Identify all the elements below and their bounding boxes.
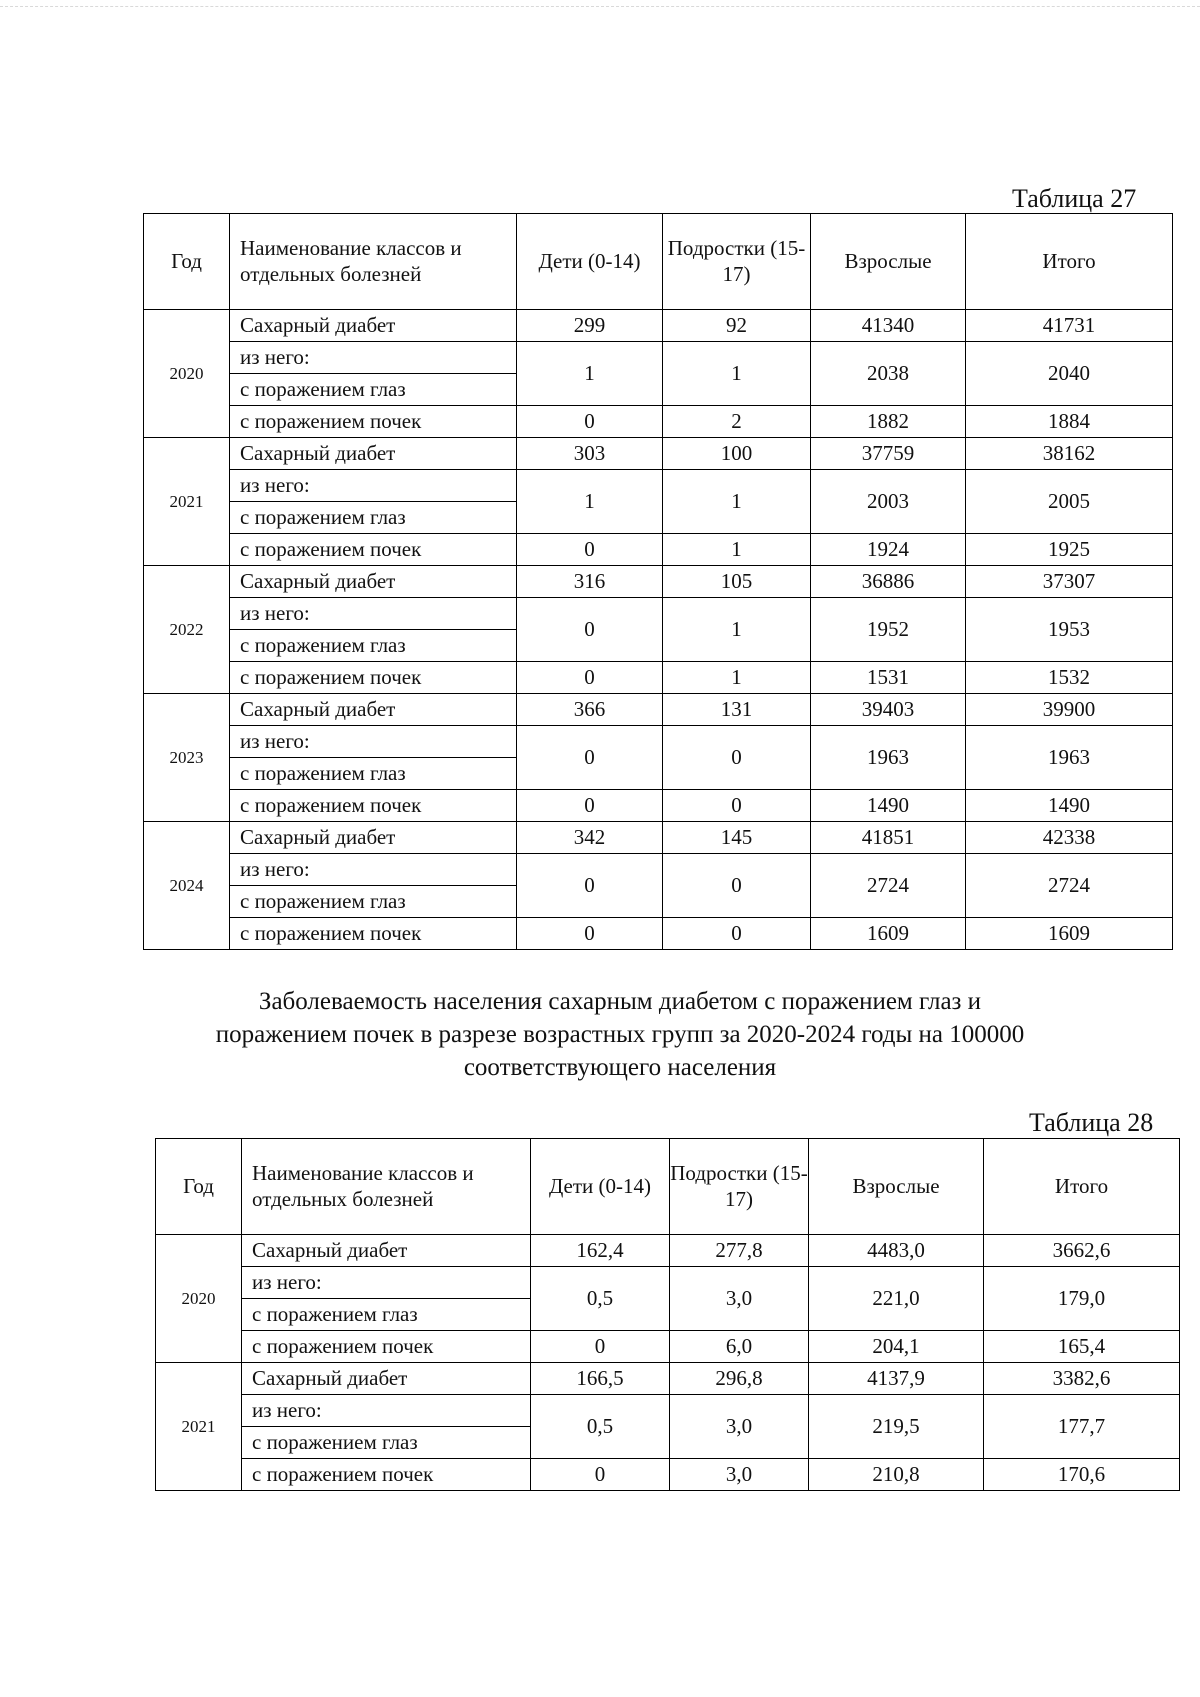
value-cell: 179,0: [984, 1267, 1180, 1331]
value-cell: 3,0: [670, 1459, 809, 1491]
table27-caption: Таблица 27: [1012, 184, 1137, 213]
value-cell: 0: [517, 598, 663, 662]
row-label-of-which: из него:: [242, 1267, 531, 1299]
table-row: [144, 662, 1173, 694]
table-row: [144, 470, 1173, 502]
value-cell: 2003: [811, 470, 966, 534]
year-cell: 2021: [156, 1363, 242, 1491]
value-cell: 0: [517, 854, 663, 918]
value-cell: 1925: [966, 534, 1173, 566]
row-label-kidneys: с поражением почек: [230, 662, 517, 694]
value-cell: 38162: [966, 438, 1173, 470]
row-label-eyes: с поражением глаз: [230, 630, 517, 662]
header-year: Год: [156, 1139, 242, 1235]
row-label-diabetes: Сахарный диабет: [230, 310, 517, 342]
value-cell: 0: [531, 1459, 670, 1491]
table-row: [144, 566, 1173, 598]
value-cell: 39900: [966, 694, 1173, 726]
table-row: [144, 918, 1173, 950]
table-row: [144, 790, 1173, 822]
header-children: Дети (0-14): [517, 214, 663, 310]
value-cell: 1: [517, 342, 663, 406]
table-row: [144, 310, 1173, 342]
value-cell: 131: [663, 694, 811, 726]
row-label-of-which: из него:: [230, 470, 517, 502]
header-adults: Взрослые: [809, 1139, 984, 1235]
value-cell: 1953: [966, 598, 1173, 662]
value-cell: 366: [517, 694, 663, 726]
value-cell: 37759: [811, 438, 966, 470]
value-cell: 0: [517, 790, 663, 822]
table-28: [155, 1138, 1180, 1491]
year-cell: 2024: [144, 822, 230, 950]
table-header-row: [144, 214, 1173, 310]
value-cell: 1963: [811, 726, 966, 790]
header-name: Наименование классов и отдельных болезней: [242, 1139, 531, 1235]
value-cell: 2724: [811, 854, 966, 918]
table-row: [156, 1235, 1180, 1267]
header-adults: Взрослые: [811, 214, 966, 310]
header-total: Итого: [966, 214, 1173, 310]
value-cell: 0: [517, 662, 663, 694]
value-cell: 162,4: [531, 1235, 670, 1267]
value-cell: 4483,0: [809, 1235, 984, 1267]
row-label-kidneys: с поражением почек: [230, 534, 517, 566]
row-label-of-which: из него:: [230, 726, 517, 758]
value-cell: 2040: [966, 342, 1173, 406]
year-cell: 2021: [144, 438, 230, 566]
row-label-diabetes: Сахарный диабет: [242, 1235, 531, 1267]
table-row: [156, 1395, 1180, 1427]
value-cell: 277,8: [670, 1235, 809, 1267]
value-cell: 1952: [811, 598, 966, 662]
value-cell: 0: [517, 726, 663, 790]
value-cell: 0: [663, 854, 811, 918]
value-cell: 296,8: [670, 1363, 809, 1395]
value-cell: 1490: [966, 790, 1173, 822]
value-cell: 221,0: [809, 1267, 984, 1331]
value-cell: 2005: [966, 470, 1173, 534]
value-cell: 1882: [811, 406, 966, 438]
value-cell: 4137,9: [809, 1363, 984, 1395]
value-cell: 3662,6: [984, 1235, 1180, 1267]
row-label-eyes: с поражением глаз: [242, 1299, 531, 1331]
row-label-eyes: с поражением глаз: [242, 1427, 531, 1459]
page-edge-line: [0, 6, 1200, 7]
value-cell: 342: [517, 822, 663, 854]
value-cell: 1: [663, 598, 811, 662]
row-label-of-which: из него:: [230, 342, 517, 374]
value-cell: 0: [663, 726, 811, 790]
value-cell: 3,0: [670, 1267, 809, 1331]
value-cell: 1884: [966, 406, 1173, 438]
row-label-eyes: с поражением глаз: [230, 502, 517, 534]
row-label-of-which: из него:: [242, 1395, 531, 1427]
table-row: [156, 1459, 1180, 1491]
value-cell: 2724: [966, 854, 1173, 918]
table-row: [144, 406, 1173, 438]
value-cell: 0: [517, 534, 663, 566]
value-cell: 0: [663, 790, 811, 822]
table-row: [144, 822, 1173, 854]
value-cell: 170,6: [984, 1459, 1180, 1491]
value-cell: 1490: [811, 790, 966, 822]
row-label-of-which: из него:: [230, 854, 517, 886]
value-cell: 36886: [811, 566, 966, 598]
value-cell: 41340: [811, 310, 966, 342]
value-cell: 1: [663, 534, 811, 566]
table-row: [144, 854, 1173, 886]
table-row: [156, 1267, 1180, 1299]
row-label-diabetes: Сахарный диабет: [230, 694, 517, 726]
value-cell: 145: [663, 822, 811, 854]
value-cell: 42338: [966, 822, 1173, 854]
value-cell: 0: [517, 406, 663, 438]
header-year: Год: [144, 214, 230, 310]
table28-caption: Таблица 28: [1029, 1108, 1154, 1137]
value-cell: 3382,6: [984, 1363, 1180, 1395]
table-row: [144, 534, 1173, 566]
header-name: Наименование классов и отдельных болезней: [230, 214, 517, 310]
table-row: [144, 726, 1173, 758]
section-title: Заболеваемость населения сахарным диабетом с поражением глаз и поражением почек в разрезе возрастных групп за 2020-2024 годы на 100000 соответствующего населения: [215, 988, 1025, 1081]
value-cell: 316: [517, 566, 663, 598]
table-header-row: [156, 1139, 1180, 1235]
value-cell: 37307: [966, 566, 1173, 598]
header-teens: Подростки (15-17): [663, 214, 811, 310]
row-label-diabetes: Сахарный диабет: [230, 566, 517, 598]
table-row: [144, 694, 1173, 726]
value-cell: 1609: [811, 918, 966, 950]
value-cell: 1: [663, 470, 811, 534]
value-cell: 177,7: [984, 1395, 1180, 1459]
value-cell: 1: [663, 662, 811, 694]
value-cell: 1963: [966, 726, 1173, 790]
value-cell: 41851: [811, 822, 966, 854]
year-cell: 2020: [156, 1235, 242, 1363]
row-label-kidneys: с поражением почек: [230, 790, 517, 822]
year-cell: 2020: [144, 310, 230, 438]
row-label-kidneys: с поражением почек: [230, 406, 517, 438]
row-label-diabetes: Сахарный диабет: [242, 1363, 531, 1395]
value-cell: 0,5: [531, 1395, 670, 1459]
table-row: [144, 342, 1173, 374]
row-label-kidneys: с поражением почек: [242, 1459, 531, 1491]
value-cell: 210,8: [809, 1459, 984, 1491]
year-cell: 2023: [144, 694, 230, 822]
value-cell: 1: [663, 342, 811, 406]
value-cell: 3,0: [670, 1395, 809, 1459]
row-label-diabetes: Сахарный диабет: [230, 822, 517, 854]
value-cell: 2038: [811, 342, 966, 406]
value-cell: 0: [531, 1331, 670, 1363]
value-cell: 105: [663, 566, 811, 598]
value-cell: 1924: [811, 534, 966, 566]
value-cell: 165,4: [984, 1331, 1180, 1363]
value-cell: 299: [517, 310, 663, 342]
value-cell: 0: [663, 918, 811, 950]
value-cell: 1: [517, 470, 663, 534]
value-cell: 1531: [811, 662, 966, 694]
row-label-of-which: из него:: [230, 598, 517, 630]
value-cell: 100: [663, 438, 811, 470]
row-label-diabetes: Сахарный диабет: [230, 438, 517, 470]
header-teens: Подростки (15-17): [670, 1139, 809, 1235]
header-children: Дети (0-14): [531, 1139, 670, 1235]
value-cell: 1609: [966, 918, 1173, 950]
value-cell: 2: [663, 406, 811, 438]
header-total: Итого: [984, 1139, 1180, 1235]
table-row: [156, 1331, 1180, 1363]
table-row: [156, 1363, 1180, 1395]
row-label-kidneys: с поражением почек: [230, 918, 517, 950]
value-cell: 41731: [966, 310, 1173, 342]
table-row: [144, 438, 1173, 470]
value-cell: 204,1: [809, 1331, 984, 1363]
table-27: [143, 213, 1173, 950]
value-cell: 6,0: [670, 1331, 809, 1363]
value-cell: 219,5: [809, 1395, 984, 1459]
value-cell: 303: [517, 438, 663, 470]
row-label-eyes: с поражением глаз: [230, 758, 517, 790]
table-row: [144, 598, 1173, 630]
year-cell: 2022: [144, 566, 230, 694]
value-cell: 0: [517, 918, 663, 950]
value-cell: 92: [663, 310, 811, 342]
row-label-kidneys: с поражением почек: [242, 1331, 531, 1363]
row-label-eyes: с поражением глаз: [230, 886, 517, 918]
row-label-eyes: с поражением глаз: [230, 374, 517, 406]
value-cell: 166,5: [531, 1363, 670, 1395]
value-cell: 1532: [966, 662, 1173, 694]
value-cell: 39403: [811, 694, 966, 726]
value-cell: 0,5: [531, 1267, 670, 1331]
